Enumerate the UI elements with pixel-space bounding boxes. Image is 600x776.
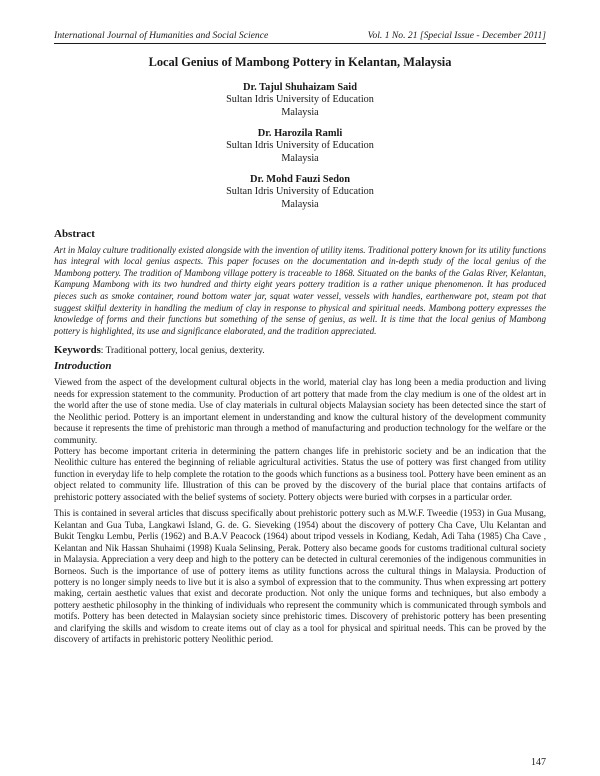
author-block: [54, 127, 546, 165]
author-affiliation: Sultan Idris University of Education: [226, 186, 374, 198]
body-paragraph: Pottery has become important criteria in determining the pattern changes life in prehistoric society and be an indication that the Neolithic culture has entered the beginning of reliable agricultural activities. Status the use of pottery was first changed from utility function in everyday life to help complete the rotation to the goods which functions as a business tool. Pottery have been eminent as an object related to community life. Illustration of this can be proved by the discovery of the burial place that contains artifacts of prehistoric pottery associated with the belief systems of society. Pottery objects were buried with corpses in a particular order.: [54, 446, 546, 502]
running-header: [54, 30, 546, 44]
author-block: [54, 81, 546, 119]
author-name: Dr. Mohd Fauzi Sedon: [249, 174, 351, 186]
abstract-heading: Abstract: [54, 227, 95, 240]
keywords-text: : Traditional pottery, local genius, dexterity.: [100, 346, 265, 357]
abstract-text: Art in Malay culture traditionally existed alongside with the invention of utility items. Traditional pottery known for its utility functions has integral with local genius aspects. This paper focuses on the documentation and in-depth study of the local genius of the Mambong pottery. The tradition of Mambong village pottery is traceable to 1868. Situated on the banks of the Galas River, Kelantan, Kampung Mambong with its two hundred and thirty eight years pottery tradition is a rather unique phenomenon. It has produced pieces such as smoke container, round bottom water jar, squat water vessel, vessels with handles, earthenware pot, steam pot that suggest skilful dexterity in handling the medium of clay in response to physical and spiritual needs. Mambong pottery expresses the knowledge of forms and their functions but something of the sense of genius, as well. It is time that the local genius of Mambong pottery is highlighted, its use and significance elaborated, and the tradition appreciated.: [54, 244, 546, 336]
paper-page: [54, 30, 546, 646]
author-name: Dr. Harozila Ramli: [257, 128, 343, 140]
author-name: Dr. Tajul Shuhaizam Said: [243, 82, 357, 93]
author-block: [54, 173, 546, 211]
body-paragraph: This is contained in several articles that discuss specifically about prehistoric pottery such as M.W.F. Tweedie (1953) in Gua Musang, Kelantan and Gua Tuba, Langkawi Island, G. de. G. Sieveking (1954) about the discovery of pottery Cha Cave, Ulu Kelantan and Bukit Tengku Lembu, Perlis (1962) and B.A.V Peacock (1964) about tripod vessels in Kodiang, Kedah, Adi Taha (1985) Cha Cave , Kelantan and Nik Hassan Shuhaimi (1998) Kuala Selinsing, Perak. Pottery also became goods for customs traditional cultural society in Malaysia. Appreciation a very deep and high to the pottery can be detected in cultural ceremonies of the indigenous communities in Borneos. Such is the importance of use of pottery items as utility functions across the cultural things in Malaysia. Production of pottery is no longer simply needs to live but it is also a symbol of expression that to the community. Thus when expressing art pottery making, certain aesthetic values that exist and decorate production. Not only the unique forms and techniques, but also embody a pottery aesthetic philosophy in the thinking of individuals who represent the community which is communicated through symbols and motifs. Pottery has been detected in Malaysian society since prehistoric times. Discovery of prehistoric pottery has been presenting and clarifying the skills and wisdom to create items out of clay as a tool for physical and spiritual needs. This can be proved by the discovery of artifacts in prehistoric pottery Neolithic period.: [54, 508, 546, 645]
author-list: [54, 81, 546, 212]
author-country: Malaysia: [281, 106, 319, 118]
author-country: Malaysia: [281, 152, 319, 164]
introduction-heading: Introduction: [54, 360, 112, 373]
body-paragraph: Viewed from the aspect of the development cultural objects in the world, material clay has long been a media production and living needs for expression statement to the community. Production of art pottery that made from the clay medium is one of the oldest art in the world after the use of stone media. Use of clay materials in cultural objects Malaysian society has been detected since the start of the Neolithic period. Pottery is an important element in understanding and know the cultural history of the development community because it represents the time of prehistoric man through a method of manufacturing and production technology for the welfare or the community.: [54, 377, 546, 445]
keywords-line: [54, 344, 546, 357]
issue-info: Vol. 1 No. 21 [Special Issue - December 2011]: [367, 30, 546, 41]
paper-title: Local Genius of Mambong Pottery in Kelantan, Malaysia: [148, 55, 452, 69]
author-affiliation: Sultan Idris University of Education: [226, 94, 374, 105]
journal-name: International Journal of Humanities and Social Science: [54, 30, 269, 41]
page-number: 147: [531, 757, 546, 768]
author-country: Malaysia: [281, 198, 319, 210]
introduction-body: [54, 377, 546, 645]
author-affiliation: Sultan Idris University of Education: [226, 140, 374, 152]
keywords-label: Keywords: [54, 344, 101, 357]
